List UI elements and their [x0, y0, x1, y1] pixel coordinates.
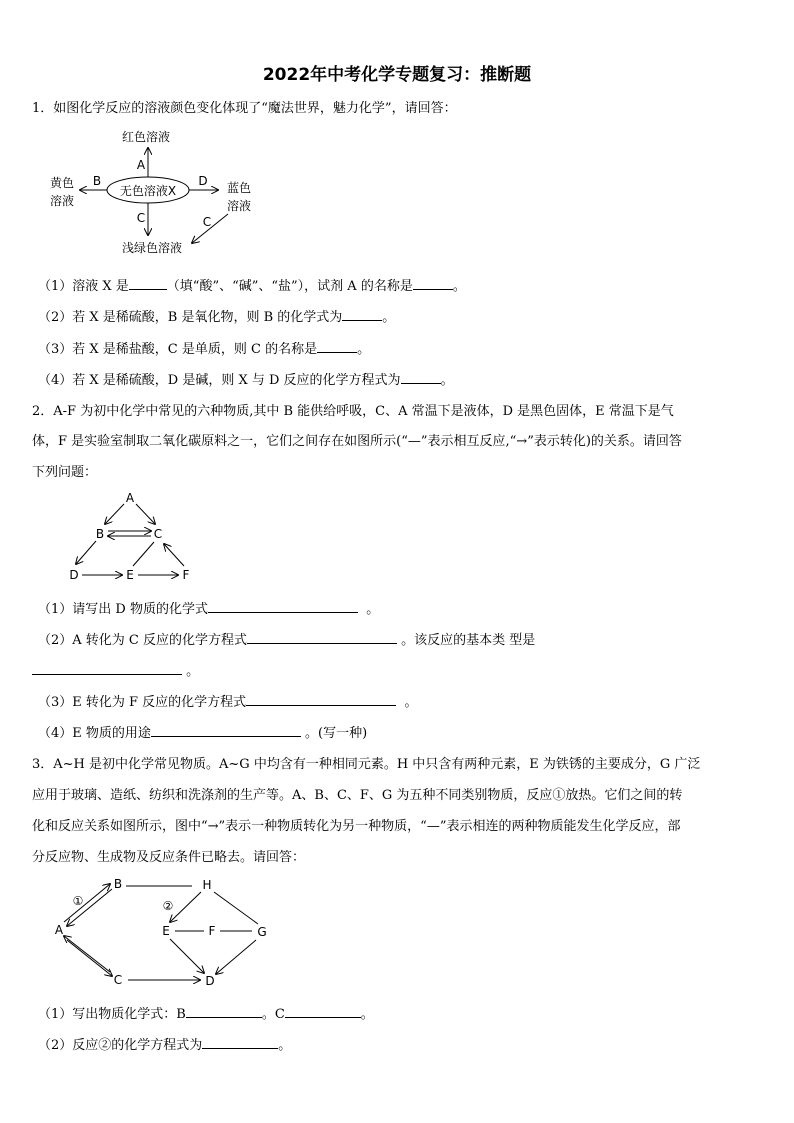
q3-node-d: D [205, 974, 215, 988]
q2-node-b: B [95, 527, 105, 541]
q2-part2-cont: 。 [32, 660, 772, 679]
q2-node-a: A [125, 491, 135, 505]
q1-right-label-1: 蓝色 [226, 181, 252, 195]
q2-part2: （2）A 转化为 C 反应的化学方程式 。该反应的基本类 型是 [38, 633, 536, 648]
q3-part2: （2）反应②的化学方程式为 。 [38, 1038, 292, 1053]
q1-label-d: D [198, 174, 208, 188]
q1-stem: 1．如图化学反应的溶液颜色变化体现了“魔法世界，魅力化学”，请回答： [32, 101, 457, 116]
q2-node-e: E [126, 568, 134, 582]
q1-label-a: A [136, 158, 146, 172]
q3-node-h: H [202, 878, 212, 892]
q1-left-label-2: 溶液 [49, 194, 75, 208]
q1-part4: （4）若 X 是稀硫酸，D 是碱，则 X 与 D 反应的化学方程式为 。 [38, 373, 454, 388]
q1-left-label-1: 黄色 [49, 176, 75, 190]
q1-label-c1: C [136, 211, 146, 225]
q2-part1: （1）请写出 D 物质的化学式 。 [38, 602, 380, 617]
q3-stem-1: 3．A~H 是初中化学常见物质。A~G 中均含有一种相同元素。H 中只含有两种元素，E 为铁锈的主要成分，G 广泛 [32, 757, 701, 772]
q3-part1: （1）写出物质化学式：B 。C 。 [38, 1007, 374, 1022]
q3-node-c: C [113, 973, 123, 987]
q3-node-a: A [54, 923, 64, 937]
q1-right-label-2: 溶液 [226, 199, 252, 213]
q2-part4: （4）E 物质的用途 。(写一种) [38, 726, 368, 741]
q1-part1: （1）溶液 X 是 （填“酸”、“碱”、“盐”），试剂 A 的名称是 。 [38, 279, 466, 294]
q2-stem-2: 体，F 是实验室制取二氧化碳原料之一，它们之间存在如图所示(“—”表示相互反应,“→”表示转化)的关系。请回答 [32, 434, 682, 449]
q3-reaction-1: ① [72, 894, 84, 908]
q2-stem-1: 2．A-F 为初中化学中常见的六种物质,其中 B 能供给呼吸，C、A 常温下是液体，D 是黑色固体，E 常温下是气 [32, 404, 674, 419]
q2-diagram [60, 486, 210, 586]
q1-top-label: 红色溶液 [121, 130, 171, 144]
page-title: 2022年中考化学专题复习：推断题 [262, 65, 532, 85]
q1-diagram [40, 122, 280, 262]
q3-node-e: E [162, 924, 170, 938]
q3-node-b: B [113, 877, 123, 891]
q1-bottom-label: 浅绿色溶液 [121, 241, 183, 255]
q2-node-f: F [182, 568, 190, 582]
q3-node-g: G [257, 925, 267, 939]
q2-stem-3: 下列问题： [32, 465, 98, 480]
q3-diagram [48, 872, 288, 994]
q2-node-c: C [153, 527, 163, 541]
q1-label-b: B [92, 174, 102, 188]
q2-part3: （3）E 转化为 F 反应的化学方程式 。 [38, 695, 418, 710]
q1-center-label: 无色溶液X [119, 184, 177, 198]
q3-stem-2: 应用于玻璃、造纸、纺织和洗涤剂的生产等。A、B、C、F、G 为五种不同类别物质，反应①放热。它们之间的转 [32, 788, 683, 803]
q1-label-c2: C [202, 215, 212, 229]
q1-part2: （2）若 X 是稀硫酸，B 是氧化物，则 B 的化学式为 。 [38, 310, 396, 325]
q1-part3: （3）若 X 是稀盐酸，C 是单质，则 C 的名称是 。 [38, 342, 371, 357]
q2-node-d: D [69, 568, 79, 582]
q3-stem-4: 分反应物、生成物及反应条件已略去。请回答： [32, 850, 306, 865]
q3-stem-3: 化和反应关系如图所示，图中“→”表示一种物质转化为另一种物质，“—”表示相连的两种物质能发生化学反应，部 [32, 819, 681, 834]
q3-node-f: F [208, 924, 216, 938]
q3-reaction-2: ② [162, 899, 174, 913]
